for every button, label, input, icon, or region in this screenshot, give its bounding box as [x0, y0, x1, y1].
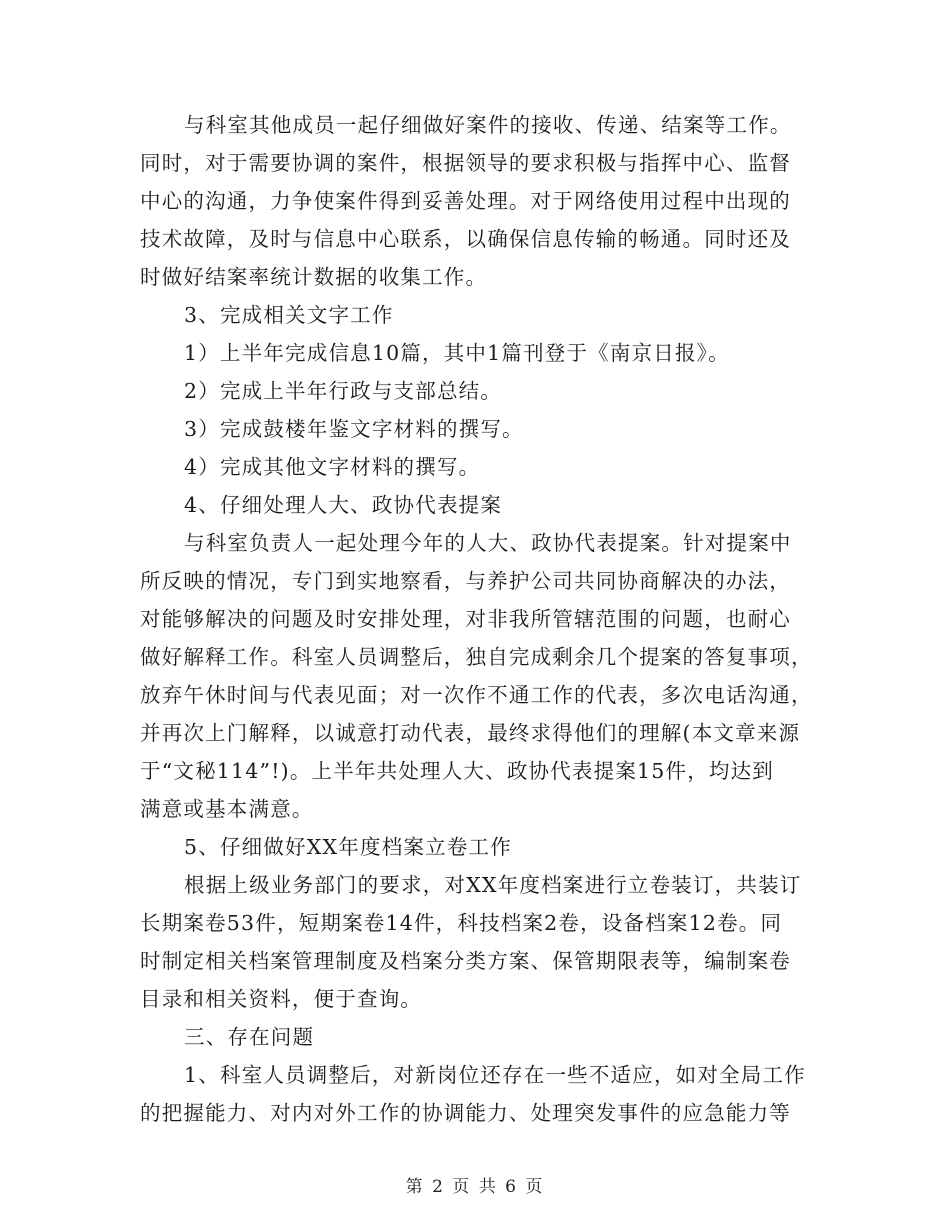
body-line: 与科室其他成员一起仔细做好案件的接收、传递、结案等工作。 [184, 113, 792, 137]
section-heading: 4、仔细处理人大、政协代表提案 [184, 493, 503, 517]
body-line: 同时，对于需要协调的案件，根据领导的要求积极与指挥中心、监督 [140, 151, 791, 175]
page-number-footer: 第 2 页 共 6 页 [405, 1177, 545, 1197]
body-line: 对能够解决的问题及时安排处理，对非我所管辖范围的问题，也耐心 [140, 607, 791, 631]
body-line: 与科室负责人一起处理今年的人大、政协代表提案。针对提案中 [184, 531, 792, 555]
document-body [140, 106, 813, 1132]
list-item: 3）完成鼓楼年鉴文字材料的撰写。 [184, 417, 524, 441]
body-line: 时做好结案率统计数据的收集工作。 [140, 265, 488, 289]
body-line: 于“文秘114”!)。上半年共处理人大、政协代表提案15件，均达到 [140, 759, 775, 783]
list-item: 1）上半年完成信息10篇，其中1篇刊登于《南京日报》。 [184, 341, 730, 365]
body-line: 中心的沟通，力争使案件得到妥善处理。对于网络使用过程中出现的 [140, 189, 791, 213]
body-line: 满意或基本满意。 [140, 797, 314, 821]
body-line: 根据上级业务部门的要求，对XX年度档案进行立卷装订，共装订 [184, 873, 802, 897]
body-line: 做好解释工作。科室人员调整后，独自完成剩余几个提案的答复事项， [140, 645, 813, 669]
body-line: 的把握能力、对内对外工作的协调能力、处理突发事件的应急能力等 [140, 1101, 791, 1125]
list-item: 2）完成上半年行政与支部总结。 [184, 379, 503, 403]
body-line: 技术故障，及时与信息中心联系，以确保信息传输的畅通。同时还及 [140, 227, 791, 251]
list-item: 4）完成其他文字材料的撰写。 [184, 455, 481, 479]
body-line: 所反映的情况，专门到实地察看，与养护公司共同协商解决的办法， [140, 569, 791, 593]
section-heading: 三、存在问题 [184, 1025, 315, 1049]
body-line: 时制定相关档案管理制度及档案分类方案、保管期限表等，编制案卷 [140, 949, 791, 973]
body-line: 1、科室人员调整后，对新岗位还存在一些不适应，如对全局工作 [184, 1063, 806, 1087]
body-line: 长期案卷53件，短期案卷14件，科技档案2卷，设备档案12卷。同 [140, 911, 783, 935]
body-line: 并再次上门解释，以诚意打动代表，最终求得他们的理解(本文章来源 [140, 721, 801, 745]
section-heading: 5、仔细做好XX年度档案立卷工作 [184, 835, 512, 859]
section-heading: 3、完成相关文字工作 [184, 303, 394, 327]
body-line: 目录和相关资料，便于查询。 [140, 987, 423, 1011]
body-line: 放弃午休时间与代表见面；对一次作不通工作的代表，多次电话沟通， [140, 683, 813, 707]
